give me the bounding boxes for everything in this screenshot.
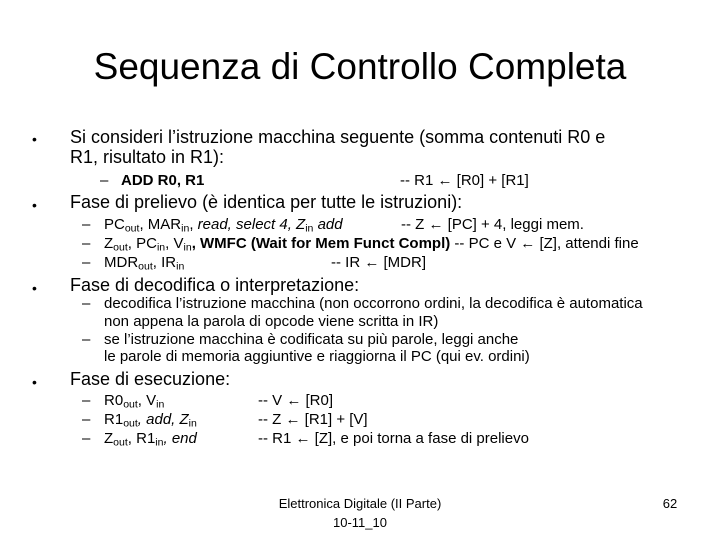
bullet4-sub1-comment: -- V ← [R0] [258, 392, 334, 409]
bullet3-sub1-line1: decodifica l’istruzione macchina (non occorrono ordini, la decodifica è automatica [104, 295, 643, 312]
bullet4-sub1-micro: $R0_{out}$, $V_{in}$ [104, 392, 165, 411]
sub-dash: – [82, 235, 91, 252]
bullet1-sub-comment: -- R1 ← [R0] + [R1] [400, 172, 529, 189]
bullet2-sub2-micro: $Z_{out}$, $PC_{in}$, $V_{in}$, WMFC (Wait for Mem Funct Compl) -- PC e V ← [Z], attendi fine [104, 235, 639, 254]
bullet3-sub2-line2: le parole di memoria aggiuntive e riaggiorna il PC (qui ev. ordini) [104, 348, 530, 365]
bullet-marker: • [32, 131, 37, 147]
sub-dash: – [82, 392, 91, 409]
sub-dash: – [82, 411, 91, 428]
bullet2-sub1-comment: -- Z ← [PC] + 4, leggi mem. [401, 216, 584, 233]
page-number: 62 [662, 496, 678, 511]
bullet1-sub-instruction: ADD R0, R1 [121, 172, 205, 189]
sub-dash: – [82, 331, 91, 348]
bullet2-text: Fase di prelievo (è identica per tutte le istruzioni): [70, 192, 463, 212]
bullet3-text: Fase di decodifica o interpretazione: [70, 275, 360, 295]
bullet4-sub2-micro: $R1_{out}$, add, $Z_{in}$ [104, 411, 197, 430]
bullet4-sub2-comment: -- Z ← [R1] + [V] [258, 411, 368, 428]
bullet1-line1: Si consideri l’istruzione macchina seguente (somma contenuti R0 e [70, 127, 606, 147]
bullet-marker: • [32, 280, 37, 296]
bullet4-text: Fase di esecuzione: [70, 369, 231, 389]
bullet2-sub3-micro: $MDR_{out}$, $IR_{in}$ [104, 254, 185, 273]
bullet4-sub3-micro: $Z_{out}$, $R1_{in}$, end [104, 430, 197, 449]
footer-course: Elettronica Digitale (II Parte) [278, 496, 442, 511]
slide-title: Sequenza di Controllo Completa [93, 46, 627, 87]
sub-dash: – [82, 430, 91, 447]
bullet-marker: • [32, 374, 37, 390]
bullet4-sub3-comment: -- R1 ← [Z], e poi torna a fase di prelievo [258, 430, 529, 447]
bullet1-sub-dash: – [100, 172, 109, 189]
bullet3-sub1-line2: non appena la parola di opcode viene scritta in IR) [104, 313, 439, 330]
bullet-marker: • [32, 197, 37, 213]
bullet1-line2: R1, risultato in R1): [70, 147, 225, 167]
bullet3-sub2-line1: se l’istruzione macchina è codificata su più parole, leggi anche [104, 331, 519, 348]
sub-dash: – [82, 295, 91, 312]
sub-dash: – [82, 216, 91, 233]
sub-dash: – [82, 254, 91, 271]
bullet2-sub3-comment: -- IR ← [MDR] [331, 254, 426, 271]
footer-code: 10-11_10 [333, 515, 387, 530]
bullet2-sub1-micro: $PC_{out}$, $MAR_{in}$, read, select 4, $Z_{in}$ add [104, 216, 343, 235]
